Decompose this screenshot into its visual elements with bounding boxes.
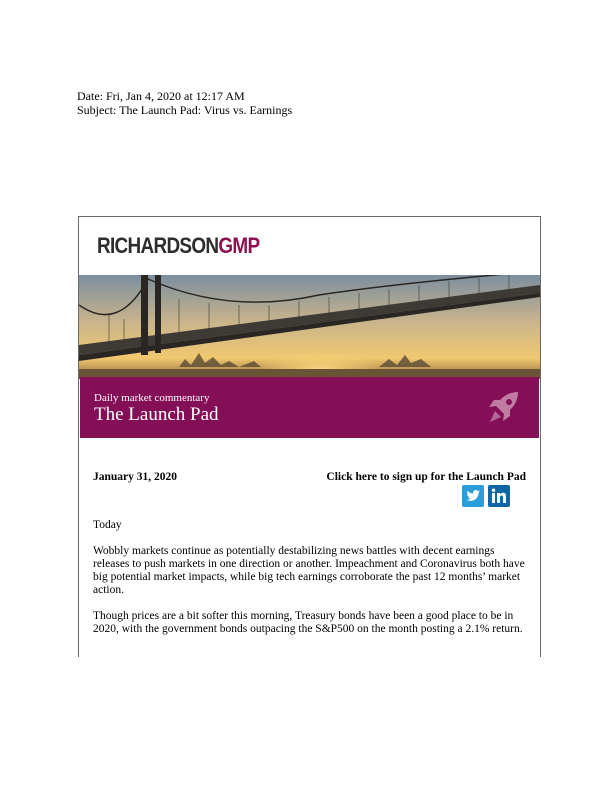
issue-date: January 31, 2020 — [93, 471, 178, 483]
hero-bridge-image — [79, 275, 540, 379]
newsletter-frame — [78, 216, 541, 657]
commentary-paragraph: Wobbly markets continue as potentially destabilizing news battles with decent earnings releases to push markets in one direction or another. Impeachment and Coronavirus both have big potential market impacts, while big tech earnings corroborate the past 12 months’ market action. — [93, 545, 525, 596]
email-date: Date: Fri, Jan 4, 2020 at 12:17 AM — [77, 89, 245, 103]
launch-pad-banner — [80, 377, 539, 438]
banner-kicker: Daily market commentary — [94, 392, 210, 404]
logo-text-primary: RICHARDSON — [97, 233, 219, 258]
social-links — [462, 485, 514, 507]
commentary-paragraph: Though prices are a bit softer this morning, Treasury bonds have been a good place to be in 2020, with the government bonds outpacing the S&P500 on the month posting a 2.1% return. — [93, 610, 523, 635]
email-subject: Subject: The Launch Pad: Virus vs. Earnings — [77, 103, 293, 117]
signup-link[interactable]: Click here to sign up for the Launch Pad — [326, 471, 526, 483]
section-heading: Today — [93, 519, 122, 531]
rocket-icon — [484, 388, 524, 428]
email-header — [77, 89, 292, 117]
twitter-icon[interactable] — [462, 485, 484, 507]
logo-text-accent: GMP — [218, 233, 260, 258]
richardson-gmp-logo — [97, 233, 259, 259]
banner-title: The Launch Pad — [94, 404, 219, 425]
linkedin-icon[interactable] — [488, 485, 510, 507]
commentary-body — [93, 519, 526, 649]
